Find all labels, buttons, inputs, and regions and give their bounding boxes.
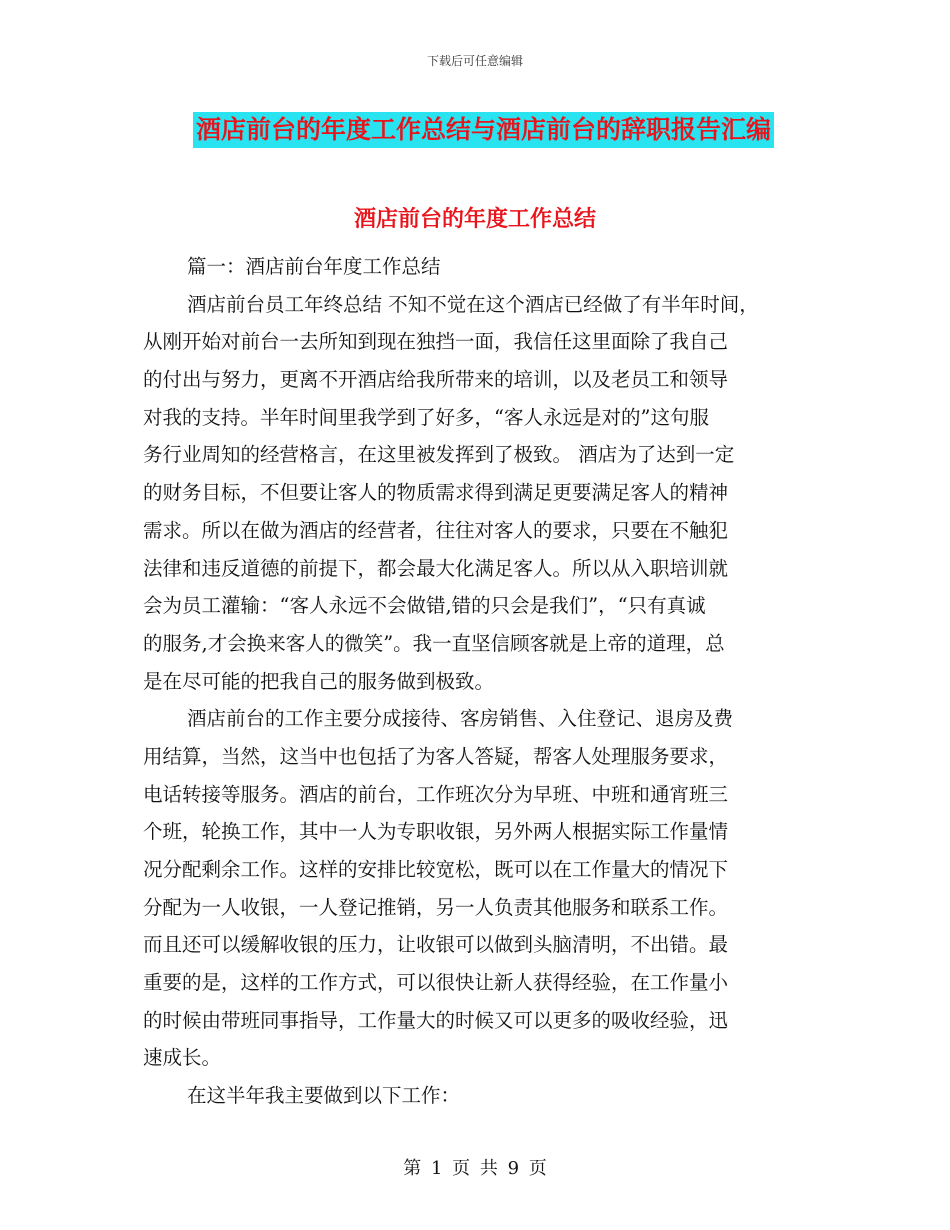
- paragraph-line: 用结算，当然，这当中也包括了为客人答疑，帮客人处理服务要求，: [143, 744, 729, 768]
- paragraph-line: 酒店前台员工年终总结 不知不觉在这个酒店已经做了有半年时间，: [187, 292, 759, 316]
- paragraph-line: 篇一：酒店前台年度工作总结: [187, 255, 441, 278]
- paragraph-line: 的时候由带班同事指导，工作量大的时候又可以更多的吸收经验，迅: [143, 1008, 729, 1032]
- paragraph-line: 是在尽可能的把我自己的服务做到极致。: [143, 669, 495, 693]
- section-title: 酒店前台的年度工作总结: [353, 207, 596, 232]
- paragraph-line: 的服务,才会换来客人的微笑”。我一直坚信顾客就是上帝的道理，总: [143, 631, 725, 655]
- paragraph-line: 况分配剩余工作。这样的安排比较宽松，既可以在工作量大的情况下: [143, 858, 729, 881]
- paragraph-line: 从刚开始对前台一去所知到现在独挡一面，我信任这里面除了我自己: [143, 330, 729, 354]
- paragraph-line: 分配为一人收银，一人登记推销，另一人负责其他服务和联系工作。: [143, 895, 729, 919]
- paragraph-line: 会为员工灌输：“客人永远不会做错,错的只会是我们”，“只有真诚: [143, 594, 706, 618]
- paragraph-line: 酒店前台的工作主要分成接待、客房销售、入住登记、退房及费: [187, 707, 734, 731]
- paragraph-line: 而且还可以缓解收银的压力，让收银可以做到头脑清明，不出错。最: [143, 933, 729, 957]
- header-note: 下载后可任意编辑: [426, 54, 523, 68]
- paragraph-line: 速成长。: [143, 1046, 222, 1070]
- paragraph-line: 在这半年我主要做到以下工作：: [187, 1084, 461, 1108]
- paragraph-line: 个班，轮换工作，其中一人为专职收银，另外两人根据实际工作量情: [143, 820, 729, 844]
- paragraph-line: 的财务目标，不但要让客人的物质需求得到满足更要满足客人的精神: [143, 481, 729, 505]
- paragraph-line: 的付出与努力，更离不开酒店给我所带来的培训，以及老员工和领导: [143, 368, 729, 392]
- paragraph-line: 重要的是，这样的工作方式，可以很快让新人获得经验，在工作量小: [143, 971, 729, 995]
- paragraph-line: 需求。所以在做为酒店的经营者，往往对客人的要求，只要在不触犯: [143, 518, 729, 542]
- paragraph-line: 务行业周知的经营格言，在这里被发挥到了极致。 酒店为了达到一定: [143, 443, 735, 467]
- paragraph-line: 电话转接等服务。酒店的前台，工作班次分为早班、中班和通宵班三: [143, 782, 729, 806]
- paragraph-line: 法律和违反道德的前提下，都会最大化满足客人。所以从入职培训就: [143, 556, 729, 580]
- paragraph-line: 对我的支持。半年时间里我学到了好多，“客人永远是对的”这句服: [143, 405, 709, 429]
- page-footer: 第 1 页 共 9 页: [403, 1158, 547, 1179]
- body-text: [143, 248, 815, 1115]
- main-title: 酒店前台的年度工作总结与酒店前台的辞职报告汇编: [193, 112, 774, 148]
